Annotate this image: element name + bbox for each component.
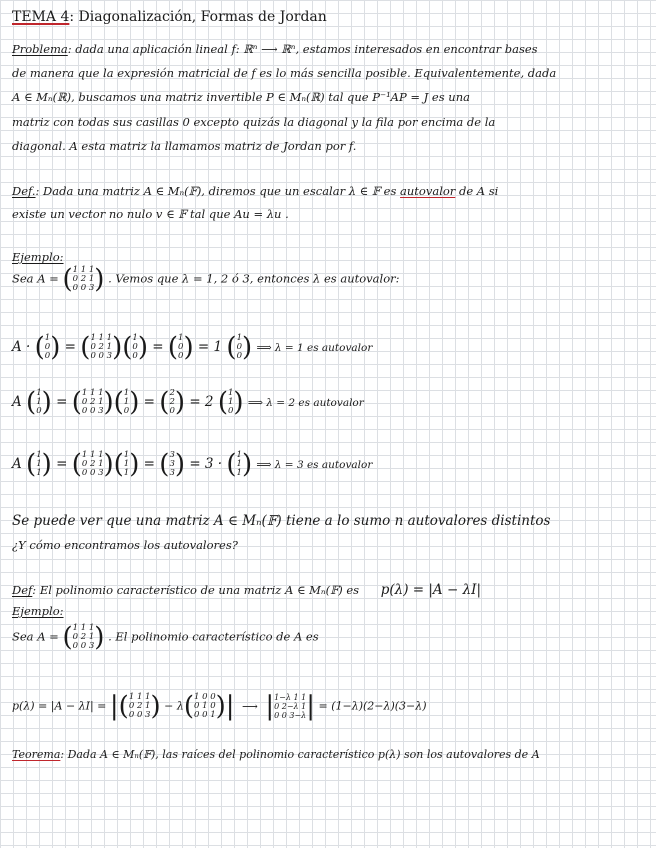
char-poly-computation: p(λ) = |A − λI| = |(1 1 1 0 2 1 0 0 3) − λ(1 0 0 0 1 0 0 0 1)| ⟶ |1−λ 1 1 0 2−λ 1 0 0 3−λ| = (1−λ)(2−λ)(3−λ) — [12, 691, 427, 722]
char-poly-formula: p(λ) = |A − λI| — [380, 582, 482, 598]
teorema-label: Teorema — [12, 748, 61, 761]
def1-line-1: Def.: Dada una matriz A ∈ Mₙ(𝔽), diremos que un escalar λ ∈ 𝔽 es autovalor de A si — [12, 184, 499, 198]
problema-line-2: de manera que la expresión matricial de f es lo más sencilla posible. Equivalentemente, dada — [12, 66, 557, 80]
def1-line-2: existe un vector no nulo v ∈ 𝔽 tal que Au = λu . — [12, 207, 289, 221]
def2-line: Def: El polinomio característico de una matriz A ∈ Mₙ(𝔽) es p(λ) = |A − λI| — [12, 582, 482, 598]
problema-line-3: A ∈ Mₙ(ℝ), buscamos una matriz invertible P ∈ Mₙ(ℝ) tal que P⁻¹AP = J es una — [12, 90, 470, 104]
problema-line-5: diagonal. A esta matriz la llamamos matriz de Jordan por f. — [12, 139, 357, 153]
ejemplo2-statement: Sea A = (1 1 1 0 2 1 0 0 3) . El polinomio característico de A es — [12, 622, 319, 653]
ejemplo2-label: Ejemplo: — [12, 604, 64, 618]
check-lambda-2: A (1 1 0) = (1 1 1 0 2 1 0 0 3)(1 1 0) = (2 2 0) = 2 (1 1 0) ⟹ λ = 2 es autovalor — [12, 387, 364, 418]
def2-label: Def — [12, 583, 33, 597]
remark-line-2: ¿Y cómo encontramos los autovalores? — [12, 538, 238, 552]
ejemplo1-statement: Sea A = (1 1 1 0 2 1 0 0 3) . Vemos que λ = 1, 2 ó 3, entonces λ es autovalor: — [12, 264, 400, 295]
problema-line-1: Problema: dada una aplicación lineal f: ℝⁿ ⟶ ℝⁿ, estamos interesados en encontrar bases — [12, 42, 538, 56]
remark-line-1: Se puede ver que una matriz A ∈ Mₙ(𝔽) tiene a lo sumo n autovalores distintos — [12, 513, 551, 529]
problema-label: Problema — [12, 42, 68, 56]
matrix-a-2: 1 1 1 0 2 1 0 0 3 — [72, 623, 95, 651]
tema-title: : Diagonalización, Formas de Jordan — [69, 9, 327, 25]
ejemplo1-label: Ejemplo: — [12, 250, 64, 264]
page-title — [12, 10, 327, 24]
check-lambda-1: A · (1 0 0) = (1 1 1 0 2 1 0 0 3)(1 0 0) = (1 0 0) = 1 (1 0 0) ⟹ λ = 1 es autovalor — [12, 332, 373, 363]
teorema-line: Teorema: Dada A ∈ Mₙ(𝔽), las raíces del polinomio característico p(λ) son los autovalores de A — [12, 748, 540, 761]
def1-label: Def. — [12, 184, 36, 198]
matrix-a: 1 1 1 0 2 1 0 0 3 — [72, 265, 95, 293]
tema-label: TEMA 4 — [12, 9, 70, 25]
check-lambda-3: A (1 1 1) = (1 1 1 0 2 1 0 0 3)(1 1 1) = (3 3 3) = 3 · (1 1 1) ⟹ λ = 3 es autovalor — [12, 449, 373, 480]
autovalor-term: autovalor — [400, 184, 456, 198]
problema-line-4: matriz con todas sus casillas 0 excepto quizás la diagonal y la fila por encima de la — [12, 115, 496, 129]
